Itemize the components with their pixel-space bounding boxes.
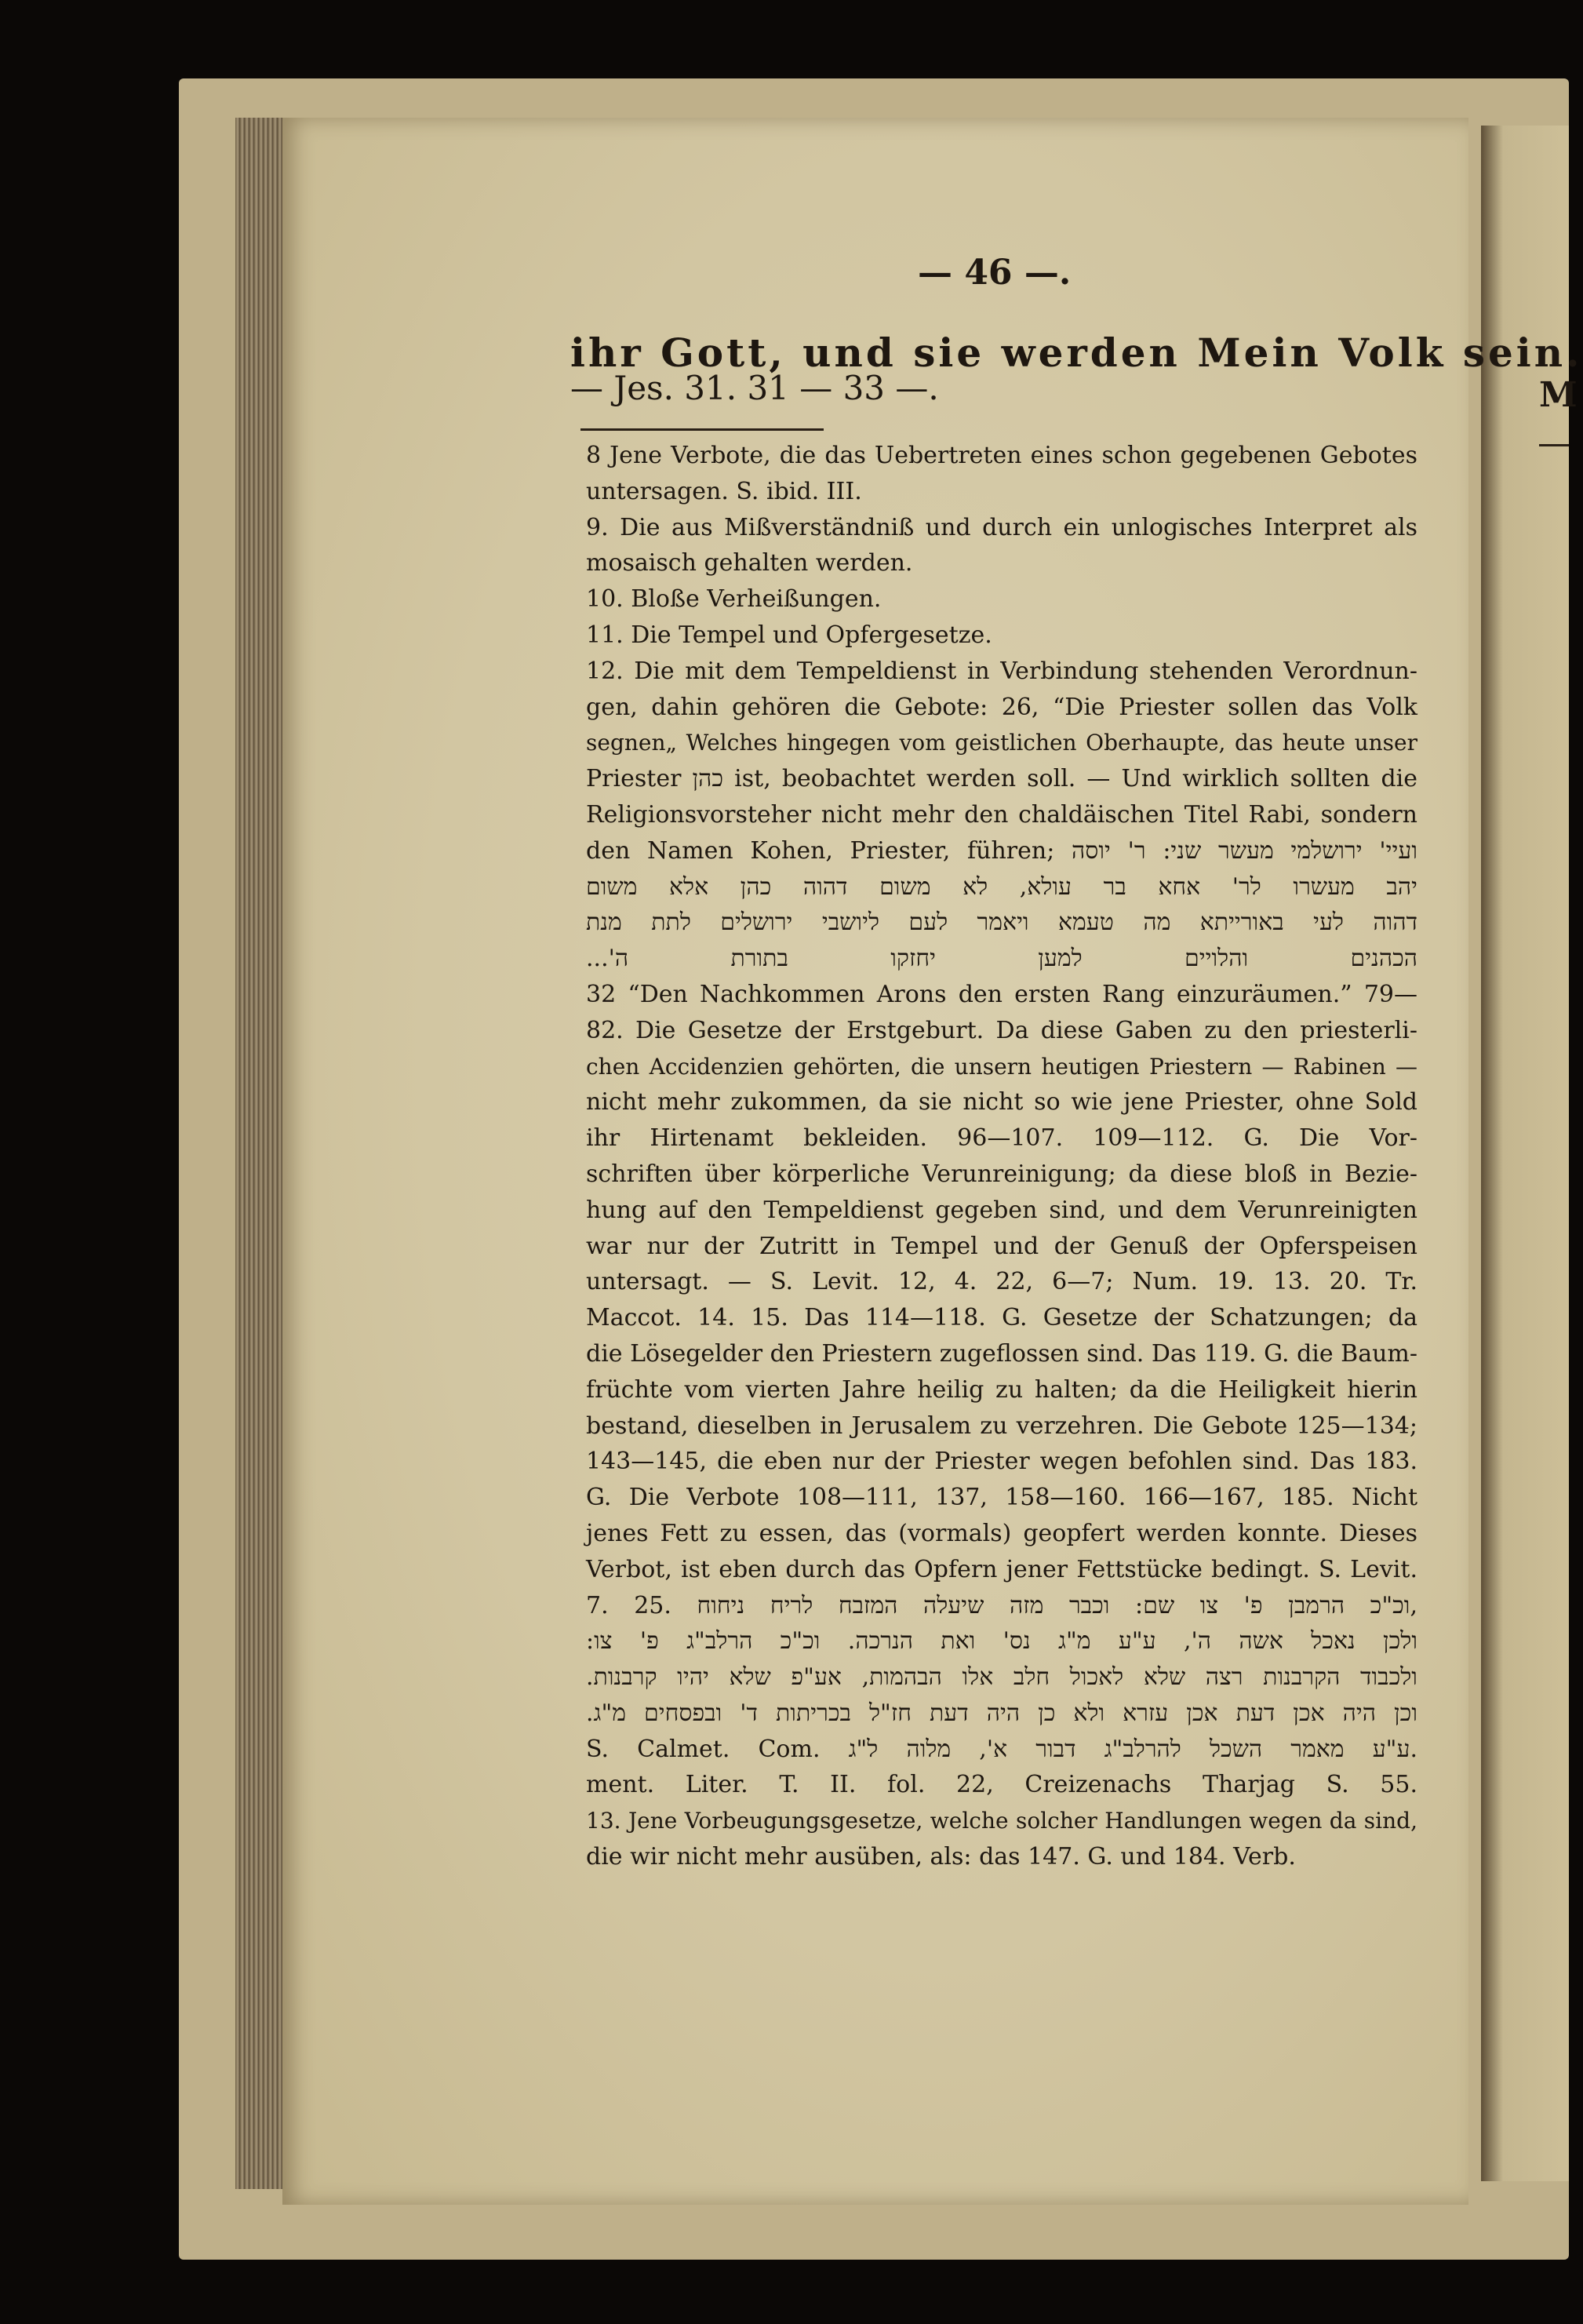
footnote-line: hung auf den Tempeldienst gegeben sind, und dem Verunreinigten xyxy=(586,1196,1417,1224)
footnote-line: 82. Die Gesetze der Erstgeburt. Da diese Gaben zu den priesterli- xyxy=(586,1016,1417,1044)
hebrew-line: דהוה לעי באורייתא מה טעמא ויאמר לעם ליושבי ירושלים לתת מנת xyxy=(586,909,1417,937)
footnote-line: 8 Jene Verbote, die das Uebertreten eines schon gegebenen Gebotes xyxy=(586,442,1417,469)
footnote-line: früchte vom vierten Jahre heilig zu halten; da die Heiligkeit hierin xyxy=(586,1375,1417,1404)
footnote-line: chen Accidenzien gehörten, die unsern heutigen Priestern — Rabinen — xyxy=(586,1053,1417,1080)
footnote-line: untersagen. S. ibid. III. xyxy=(586,477,862,505)
footnote-line: Religionsvorsteher nicht mehr den chaldäischen Titel Rabi, sondern xyxy=(586,800,1417,829)
hebrew-line: ולכבוד הקרבנות רצה שלא לאכול חלב אלו הבהמות, אע"פ שלא יהיו קרבנות. xyxy=(586,1663,1417,1692)
footnote-line: gen, dahin gehören die Gebote: 26, “Die Priester sollen das Volk xyxy=(586,693,1417,721)
hebrew-line: ולכן נאכל אשה ה', ע"ע מ"ג נס' ואת הנרכה. וכ"כ הרלב"ג פ' צו: xyxy=(586,1627,1417,1656)
footnote-line: G. Die Verbote 108—111, 137, 158—160. 166—167, 185. Nicht xyxy=(586,1484,1417,1512)
footnote-line: Priester כהן ist, beobachtet werden soll. — Und wirklich sollten die xyxy=(586,765,1417,793)
footnote-line: ihr Hirtenamt bekleiden. 96—107. 109—112. G. Die Vor- xyxy=(586,1124,1417,1153)
footnote-line: untersagt. — S. Levit. 12, 4. 22, 6—7; Num. 19. 13. 20. Tr. xyxy=(586,1268,1417,1296)
next-page-edge xyxy=(1481,126,1569,2181)
hebrew-line: יהב מעשרו לר' אחא בר עולא, לא משום דהוה כהן אלא משום xyxy=(586,872,1417,901)
footnote-line: nicht mehr zukommen, da sie nicht so wie jene Priester, ohne Sold xyxy=(586,1088,1417,1116)
footnote-line: 12. Die mit dem Tempeldienst in Verbindung stehenden Verordnun- xyxy=(586,657,1417,685)
footnotes xyxy=(586,438,1417,1875)
next-page-glyph: M xyxy=(1539,375,1578,415)
hebrew-line: וכן היה אכן דעת אכן עזרא ולא כן היה דעת חז"ל בכריתות ד' ובפסחים מ"ג. xyxy=(586,1699,1417,1727)
footnote-line: ment. Liter. T. II. fol. 22, Creizenachs Tharjag S. 55. xyxy=(586,1771,1417,1799)
footnote-line: 11. Die Tempel und Opfergesetze. xyxy=(586,621,992,649)
footnote-line: 32 “Den Nachkommen Arons den ersten Rang einzuräumen.” 79— xyxy=(586,980,1417,1008)
footnote-line: segnen„ Welches hingegen vom geistlichen Oberhaupte, das heute unser xyxy=(586,730,1417,756)
next-page-rule xyxy=(1539,444,1569,446)
footnote-line: schriften über körperliche Verunreinigung; da diese bloß in Bezie- xyxy=(586,1160,1417,1188)
hebrew-line: הכהנים והלויים למען יחזקו בתורת ה'... xyxy=(586,945,1417,973)
verse-reference: — Jes. 31. 31 — 33 —. xyxy=(570,369,939,407)
footnote-line: 9. Die aus Mißverständniß und durch ein unlogisches Interpret als xyxy=(586,513,1417,541)
footnote-line: Verbot, ist eben durch das Opfern jener Fettstücke bedingt. S. Levit. xyxy=(586,1555,1417,1583)
footnote-line: bestand, dieselben in Jerusalem zu verzehren. Die Gebote 125—134; xyxy=(586,1412,1417,1440)
footnote-line: den Namen Kohen, Priester, führen; ועיי' ירושלמי מעשר שני: ר' יוסה xyxy=(586,836,1417,865)
footnote-line: jenes Fett zu essen, das (vormals) geopfert werden konnte. Dieses xyxy=(586,1519,1417,1547)
footnote-line: die wir nicht mehr ausüben, als: das 147. G. und 184. Verb. xyxy=(586,1843,1296,1871)
footnote-line: mosaisch gehalten werden. xyxy=(586,549,913,577)
footnote-line: 143—145, die eben nur der Priester wegen befohlen sind. Das 183. xyxy=(586,1448,1417,1476)
footnote-line: 10. Bloße Verheißungen. xyxy=(586,585,882,614)
page-number: — 46 —. xyxy=(918,253,1072,293)
footnote-line: Maccot. 14. 15. Das 114—118. G. Gesetze der Schatzungen; da xyxy=(586,1304,1417,1332)
footnote-line: 7. 25. וכ"כ הרמבן פ' צו שם: וכבר מזה שיעלה המזבח לריח ניחוח, xyxy=(586,1591,1417,1619)
footnote-line: 13. Jene Vorbeugungsgesetze, welche solcher Handlungen wegen da sind, xyxy=(586,1808,1417,1834)
footnote-rule xyxy=(580,428,824,431)
footnote-line: war nur der Zutritt in Tempel und der Genuß der Opferspeisen xyxy=(586,1232,1417,1260)
verse-line: ihr Gott, und sie werden Mein Volk sein. xyxy=(570,330,1583,376)
footnote-line: S. Calmet. Com. ע"ע מאמר השכל להרלב"ג דבור א', מלוה ל"ג. xyxy=(586,1735,1417,1763)
footnote-line: die Lösegelder den Priestern zugeflossen sind. Das 119. G. die Baum- xyxy=(586,1339,1417,1368)
